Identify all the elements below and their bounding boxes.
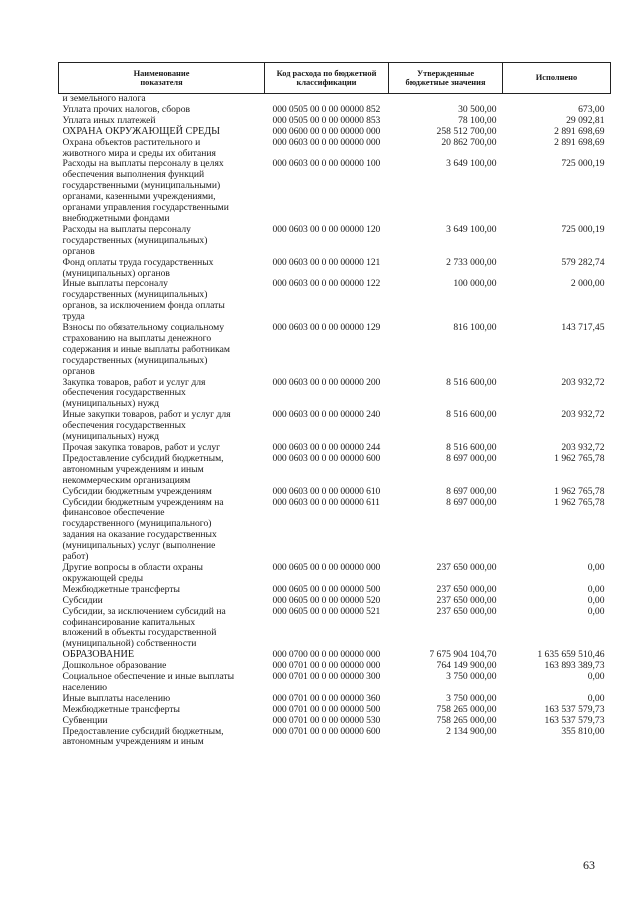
row-approved-cell: 3 649 100,00 — [446, 158, 497, 170]
table-row — [59, 138, 611, 160]
row-approved-cell: 2 733 000,00 — [446, 256, 497, 268]
header-approved-values: Утвержденные бюджетные значения — [389, 63, 503, 94]
row-code-cell: 000 0603 00 0 00 00000 600 — [272, 452, 381, 464]
row-approved-cell: 20 862 700,00 — [441, 136, 497, 148]
row-name-cell: Закупка товаров, работ и услуг для обеспечения государственных (муниципальных) нужд — [62, 376, 206, 410]
row-code-cell: 000 0605 00 0 00 00000 521 — [272, 605, 381, 617]
row-executed-cell: 143 717,45 — [561, 322, 605, 334]
row-code-cell: 000 0701 00 0 00 00000 530 — [272, 714, 381, 726]
row-name-cell: Субвенции — [62, 714, 108, 726]
row-name-cell: Расходы на выплаты персоналу государственных (муниципальных) органов — [62, 223, 208, 257]
row-executed-cell: 0,00 — [587, 671, 605, 683]
row-name-cell: Иные выплаты персоналу государственных (муниципальных) органов, за исключением фонда оплаты труда — [62, 278, 225, 323]
row-executed-cell: 2 891 698,69 — [554, 136, 605, 148]
row-executed-cell: 0,00 — [587, 594, 605, 606]
row-executed-cell: 579 282,74 — [561, 256, 605, 268]
row-name-cell: Предоставление субсидий бюджетным, автономным учреждениям и иным некоммерческим организациям — [62, 452, 224, 486]
row-code-cell: 000 0701 00 0 00 00000 500 — [272, 703, 381, 715]
row-approved-cell: 237 650 000,00 — [436, 594, 497, 606]
row-name-cell: Субсидии бюджетным учреждениям на финансовое обеспечение государственного (муниципального) задания на оказание государственных (муниципальных) услуг (выполнение работ) — [62, 496, 224, 563]
table-row — [59, 323, 611, 378]
row-approved-cell: 2 134 900,00 — [446, 725, 497, 737]
row-approved-cell: 8 516 600,00 — [446, 376, 497, 388]
row-code-cell: 000 0603 00 0 00 00000 121 — [272, 256, 381, 268]
row-approved-cell: 8 697 000,00 — [446, 452, 497, 464]
table-row — [59, 498, 611, 563]
row-code-cell: 000 0605 00 0 00 00000 500 — [272, 583, 381, 595]
row-approved-cell: 237 650 000,00 — [436, 605, 497, 617]
row-approved-cell: 78 100,00 — [458, 114, 497, 126]
row-approved-cell: 3 649 100,00 — [446, 223, 497, 235]
row-name-cell: Предоставление субсидий бюджетным, автономным учреждениям и иным — [62, 725, 224, 748]
row-name-cell: Другие вопросы в области охраны окружающей среды — [62, 561, 203, 584]
row-name-cell: Уплата иных платежей — [62, 114, 156, 126]
row-executed-cell: 0,00 — [587, 583, 605, 595]
row-code-cell: 000 0603 00 0 00 00000 120 — [272, 223, 381, 235]
row-name-cell: Охрана объектов растительного и животного мира и среды их обитания — [62, 136, 216, 159]
row-executed-cell: 163 537 579,73 — [544, 703, 605, 715]
row-executed-cell: 1 962 765,78 — [554, 496, 605, 508]
table-row — [59, 672, 611, 694]
row-code-cell: 000 0505 00 0 00 00000 853 — [272, 114, 381, 126]
row-name-cell: Иные выплаты населению — [62, 692, 171, 704]
row-code-cell: 000 0701 00 0 00 00000 000 — [272, 660, 381, 672]
row-code-cell: 000 0600 00 0 00 00000 000 — [272, 125, 381, 137]
row-executed-cell: 2 891 698,69 — [554, 125, 605, 137]
report-page — [58, 62, 610, 748]
row-approved-cell: 8 516 600,00 — [446, 409, 497, 421]
row-executed-cell: 29 092,81 — [566, 114, 605, 126]
header-indicator-name: Наименование показателя — [59, 63, 265, 94]
row-approved-cell: 258 512 700,00 — [436, 125, 497, 137]
row-executed-cell: 1 962 765,78 — [554, 452, 605, 464]
table-row — [59, 596, 611, 607]
row-code-cell: 000 0701 00 0 00 00000 300 — [272, 671, 381, 683]
row-code-cell: 000 0603 00 0 00 00000 244 — [272, 442, 381, 453]
row-approved-cell: 8 697 000,00 — [446, 485, 497, 497]
row-executed-cell: 2 000,00 — [570, 278, 605, 290]
row-approved-cell: 3 750 000,00 — [446, 671, 497, 683]
row-code-cell: 000 0603 00 0 00 00000 610 — [272, 485, 381, 497]
row-name-cell: Прочая закупка товаров, работ и услуг — [62, 442, 221, 453]
row-name-cell: Субсидии — [62, 594, 103, 606]
row-name-cell: Межбюджетные трансферты — [62, 583, 180, 595]
table-header-row — [59, 63, 611, 94]
row-approved-cell: 237 650 000,00 — [436, 583, 497, 595]
table-row — [59, 258, 611, 280]
row-name-cell: Дошкольное образование — [62, 660, 167, 672]
row-executed-cell: 673,00 — [578, 103, 605, 115]
page-number: 63 — [583, 858, 595, 872]
table-row — [59, 454, 611, 487]
table-row — [59, 410, 611, 443]
table-row — [59, 378, 611, 411]
row-approved-cell: 100 000,00 — [453, 278, 497, 290]
row-executed-cell: 163 893 389,73 — [544, 660, 605, 672]
row-name-cell: ОБРАЗОВАНИЕ — [62, 649, 135, 661]
row-executed-cell: 355 810,00 — [561, 725, 605, 737]
row-executed-cell: 0,00 — [587, 605, 605, 617]
row-code-cell: 000 0603 00 0 00 00000 100 — [272, 158, 381, 170]
row-approved-cell: 8 516 600,00 — [446, 442, 497, 453]
row-approved-cell: 8 697 000,00 — [446, 496, 497, 508]
row-code-cell: 000 0603 00 0 00 00000 000 — [272, 136, 381, 148]
row-executed-cell: 163 537 579,73 — [544, 714, 605, 726]
row-executed-cell: 203 932,72 — [561, 409, 605, 421]
row-code-cell: 000 0603 00 0 00 00000 611 — [272, 496, 380, 508]
row-name-cell: Расходы на выплаты персоналу в целях обеспечения выполнения функций государственными (муниципальными) органами, казенными учреждениями, органами управления государственными внебюджетными фондами — [62, 158, 229, 224]
row-executed-cell: 203 932,72 — [561, 442, 605, 453]
row-code-cell: 000 0603 00 0 00 00000 122 — [272, 278, 381, 290]
row-code-cell: 000 0603 00 0 00 00000 129 — [272, 322, 381, 334]
row-code-cell: 000 0605 00 0 00 00000 000 — [272, 561, 381, 573]
row-name-cell: ОХРАНА ОКРУЖАЮЩЕЙ СРЕДЫ — [62, 125, 221, 137]
row-name-cell: Иные закупки товаров, работ и услуг для обеспечения государственных (муниципальных) нужд — [62, 409, 231, 443]
row-approved-cell: 816 100,00 — [453, 322, 497, 334]
row-approved-cell: 7 675 904 104,70 — [429, 649, 497, 661]
row-name-cell: Субсидии бюджетным учреждениям — [62, 485, 212, 497]
row-executed-cell: 203 932,72 — [561, 376, 605, 388]
row-approved-cell: 764 149 900,00 — [436, 660, 497, 672]
budget-execution-table — [58, 62, 611, 748]
row-code-cell: 000 0701 00 0 00 00000 360 — [272, 692, 381, 704]
row-code-cell: 000 0603 00 0 00 00000 200 — [272, 376, 381, 388]
row-executed-cell: 1 635 659 510,46 — [537, 649, 605, 661]
row-approved-cell: 758 265 000,00 — [436, 703, 497, 715]
table-row — [59, 127, 611, 138]
header-executed: Исполнено — [503, 63, 611, 94]
row-executed-cell: 0,00 — [587, 561, 605, 573]
row-approved-cell: 758 265 000,00 — [436, 714, 497, 726]
row-code-cell: 000 0701 00 0 00 00000 600 — [272, 725, 381, 737]
row-code-cell: 000 0505 00 0 00 00000 852 — [272, 103, 381, 115]
table-row — [59, 225, 611, 258]
row-approved-cell: 30 500,00 — [458, 103, 497, 115]
row-approved-cell: 237 650 000,00 — [436, 561, 497, 573]
header-classification-code: Код расхода по бюджетной классификации — [265, 63, 389, 94]
row-name-cell: Социальное обеспечение и иные выплаты населению — [62, 671, 235, 693]
row-code-cell: 000 0700 00 0 00 00000 000 — [272, 649, 381, 661]
row-name-cell: Межбюджетные трансферты — [62, 703, 180, 715]
row-name-cell: Субсидии, за исключением субсидий на софинансирование капитальных вложений в объекты государственной (муниципальной) собственности — [62, 605, 226, 650]
table-row — [59, 487, 611, 498]
table-row — [59, 279, 611, 323]
row-name-cell: Уплата прочих налогов, сборов — [62, 103, 191, 115]
row-executed-cell: 0,00 — [587, 692, 605, 704]
table-row — [59, 716, 611, 727]
row-code-cell: 000 0605 00 0 00 00000 520 — [272, 594, 381, 606]
table-row — [59, 607, 611, 651]
row-approved-cell: 3 750 000,00 — [446, 692, 497, 704]
table-row — [59, 727, 611, 749]
row-executed-cell: 725 000,19 — [561, 158, 605, 170]
table-row — [59, 159, 611, 224]
table-row — [59, 563, 611, 585]
row-executed-cell: 725 000,19 — [561, 223, 605, 235]
row-executed-cell: 1 962 765,78 — [554, 485, 605, 497]
row-code-cell: 000 0603 00 0 00 00000 240 — [272, 409, 381, 421]
row-name-cell: и земельного налога — [62, 93, 146, 104]
row-name-cell: Фонд оплаты труда государственных (муниципальных) органов — [62, 256, 214, 279]
row-name-cell: Взносы по обязательному социальному страхованию на выплаты денежного содержания и иные выплаты работникам государственных (муниципальных) органов — [62, 322, 230, 377]
